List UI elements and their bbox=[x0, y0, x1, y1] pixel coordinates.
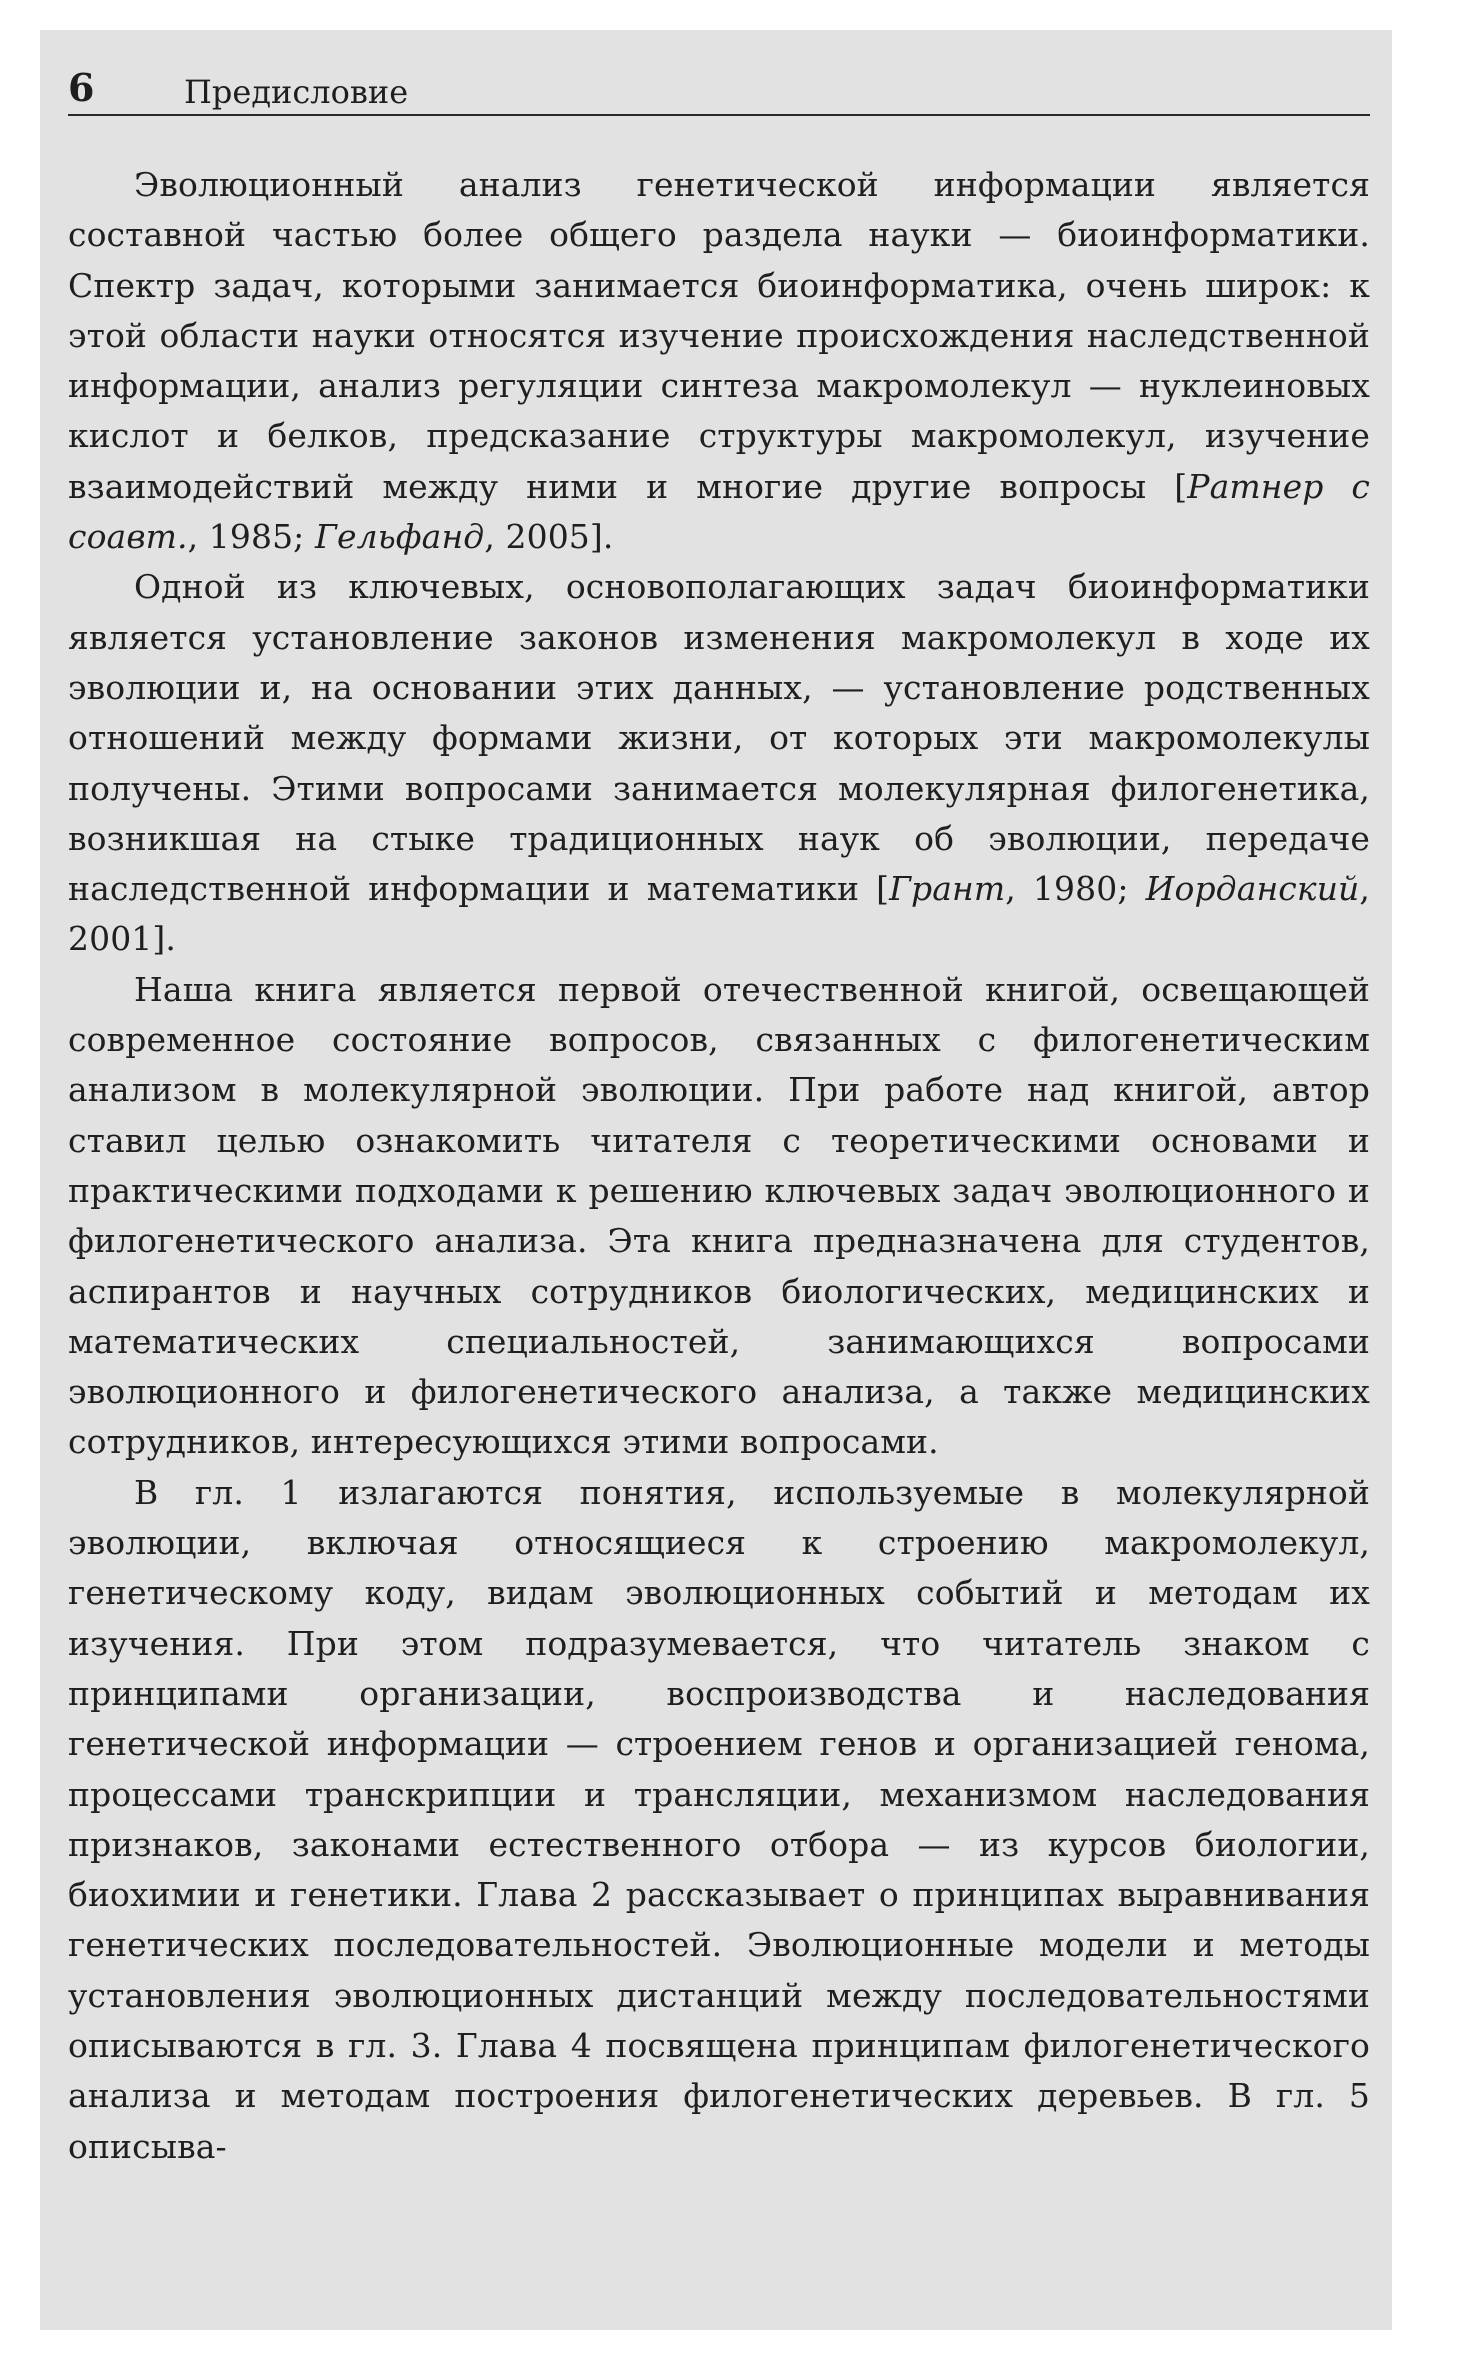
paragraph-text: Одной из ключевых, основополагающих задач биоинформатики является установление законов изменения макромолекул в ходе их эволюции и, на основании этих данных, — установление родственных отношений между формами жизни, от которых эти макромолекулы получены. Этими вопросами занимается молекулярная филогенетика, возникшая на стыке традиционных наук об эволюции, передаче наследственной информации и математики [ bbox=[68, 567, 1370, 909]
citation-year: , 2001]. bbox=[68, 869, 1370, 959]
page-number: 6 bbox=[68, 65, 95, 110]
citation-year: , 1980; bbox=[1005, 869, 1146, 909]
paragraph bbox=[68, 562, 1370, 964]
page-body bbox=[68, 160, 1370, 2172]
citation-author: Грант bbox=[889, 869, 1006, 909]
paragraph-text: Эволюционный анализ генетической информации является составной частью более общего раздела науки — биоинформатики. Спектр задач, которыми занимается биоинформатика, очень широк: к этой области науки относятся изучение происхождения наследственной информации, анализ регуляции синтеза макромолекул — нуклеиновых кислот и белков, предсказание структуры макромолекул, изучение взаимодействий между ними и многие другие вопросы [ bbox=[68, 165, 1370, 506]
paragraph: Наша книга является первой отечественной книгой, освещающей современное состояние вопросов, связанных с филогенетическим анализом в молекулярной эволюции. При работе над книгой, автор ставил целью ознакомить читателя с теоретическими основами и практическими подходами к решению ключевых задач эволюционного и филогенетического анализа. Эта книга предназначена для студентов, аспирантов и научных сотрудников биологических, медицинских и математических специальностей, занимающихся вопросами эволюционного и филогенетического анализа, а также медицинских сотрудников, интересующихся этими вопросами. bbox=[68, 969, 1370, 1462]
citation-author: Гельфанд bbox=[315, 517, 485, 557]
citation-author: Иорданский bbox=[1145, 869, 1360, 909]
paragraph: В гл. 1 излагаются понятия, используемые в молекулярной эволюции, включая относящиеся к строению макромолекул, генетическому коду, видам эволюционных событий и методам их изучения. При этом подразумевается, что читатель знаком с принципами организации, воспроизводства и наследования генетической информации — строением генов и организацией генома, процессами транскрипции и трансляции, механизмом наследования признаков, законами естественного отбора — из курсов биологии, биохимии и генетики. Глава 2 рассказывает о принципах выравнивания генетических последовательностей. Эволюционные модели и методы установления эволюционных дистанций между последовательностями описываются в гл. 3. Глава 4 посвящена принципам филогенетического анализа и методам построения филогенетических деревьев. В гл. 5 описыва- bbox=[68, 1472, 1370, 2166]
page-header bbox=[68, 65, 1370, 116]
paragraph bbox=[68, 160, 1370, 562]
citation-year: , 2005]. bbox=[484, 517, 614, 557]
citation-year: , 1985; bbox=[187, 517, 315, 557]
citation-author: Ратнер с соавт. bbox=[68, 466, 1370, 557]
running-title: Предисловие bbox=[184, 73, 409, 111]
